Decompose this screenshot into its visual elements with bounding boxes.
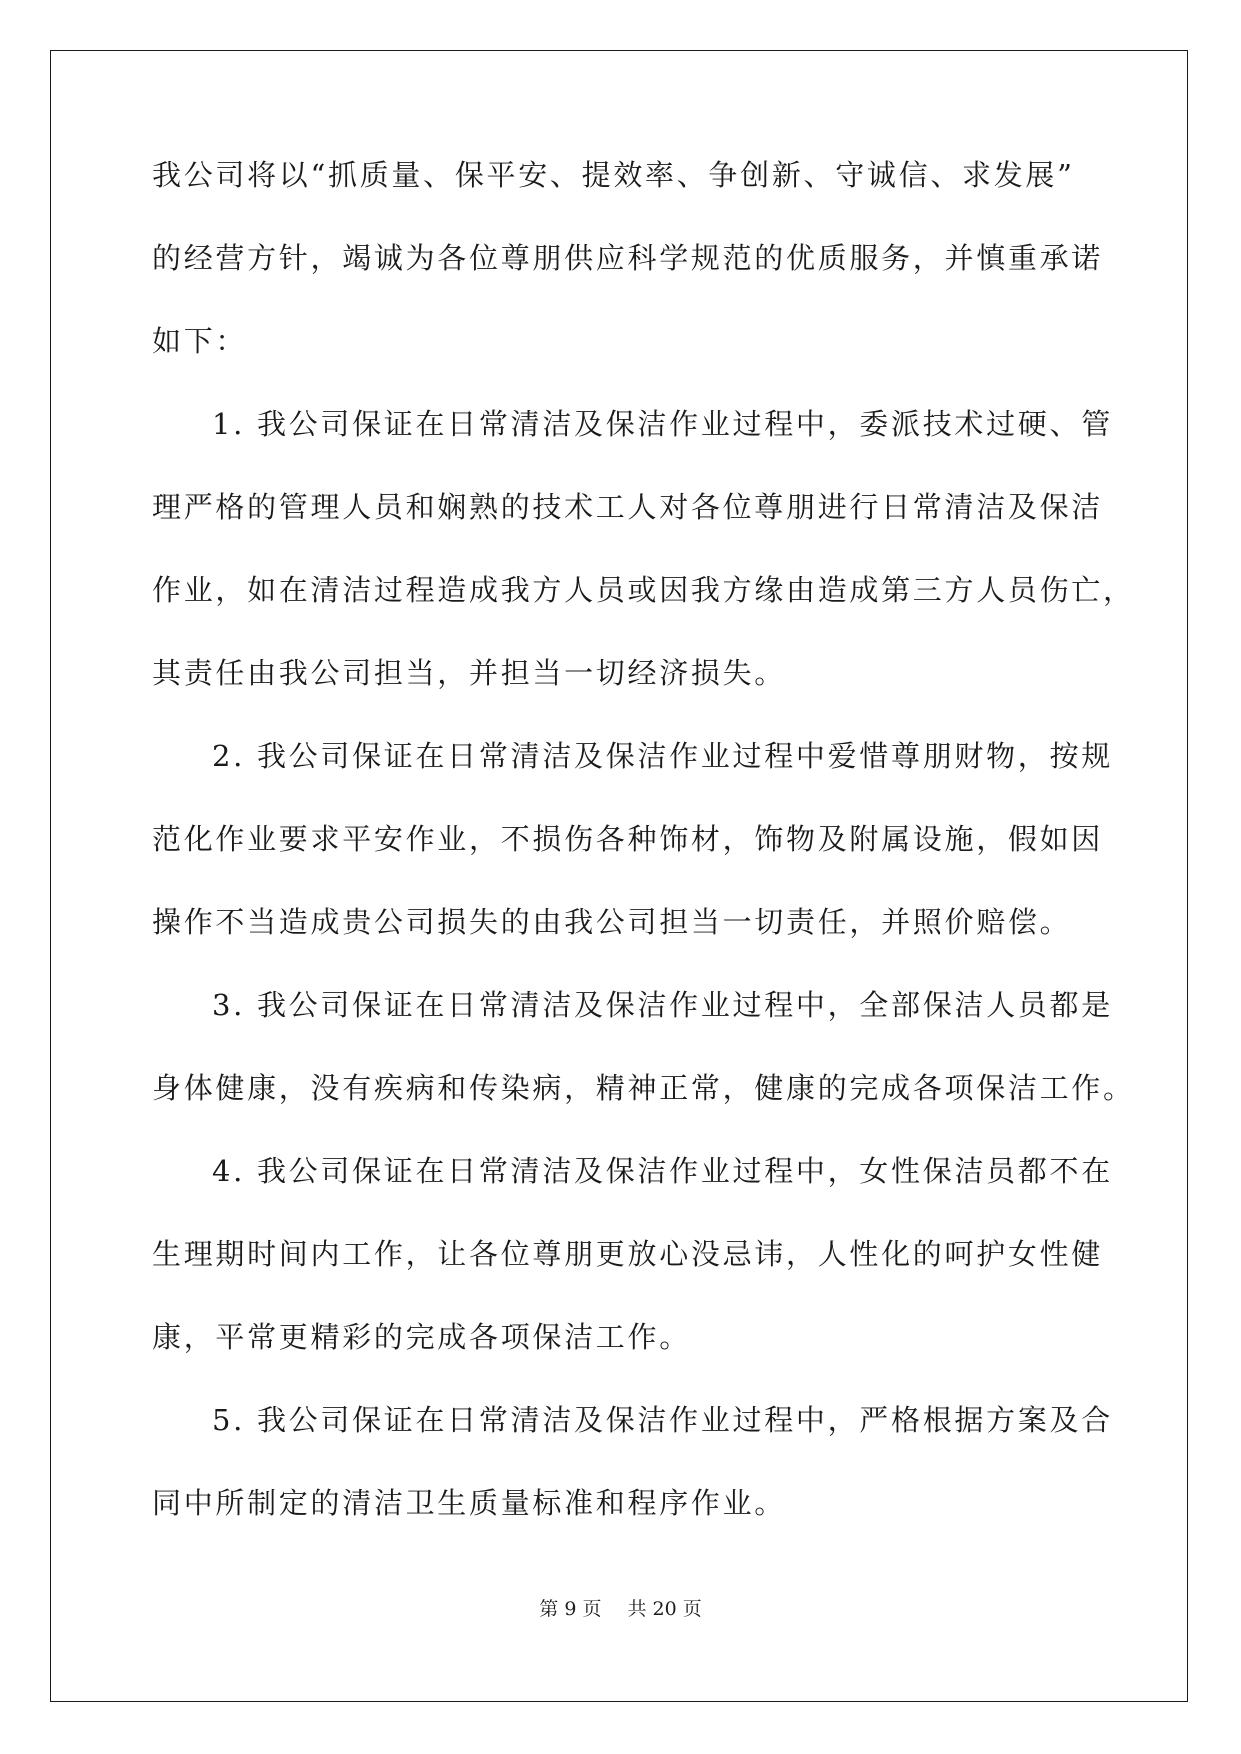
paragraph-4-line-1: 4. 我公司保证在日常清洁及保洁作业过程中，女性保洁员都不在 bbox=[212, 1154, 1113, 1188]
body-line-3: 如下： bbox=[152, 324, 248, 358]
paragraph-1-line-3: 作业，如在清洁过程造成我方人员或因我方缘由造成第三方人员伤亡， bbox=[152, 573, 1135, 607]
body-line-1: 我公司将以“抓质量、保平安、提效率、争创新、守诚信、求发展” bbox=[152, 158, 1075, 192]
paragraph-5-line-2: 同中所制定的清洁卫生质量标准和程序作业。 bbox=[152, 1486, 787, 1520]
paragraph-4-line-3: 康，平常更精彩的完成各项保洁工作。 bbox=[152, 1320, 691, 1354]
page-border bbox=[50, 50, 1188, 1702]
paragraph-1-line-2: 理严格的管理人员和娴熟的技术工人对各位尊朋进行日常清洁及保洁 bbox=[152, 490, 1104, 524]
paragraph-2-line-2: 范化作业要求平安作业，不损伤各种饰材，饰物及附属设施，假如因 bbox=[152, 822, 1104, 856]
paragraph-3-line-2: 身体健康，没有疾病和传染病，精神正常，健康的完成各项保洁工作。 bbox=[152, 1071, 1135, 1105]
body-line-2: 的经营方针，竭诚为各位尊朋供应科学规范的优质服务，并慎重承诺 bbox=[152, 241, 1104, 275]
paragraph-2-line-3: 操作不当造成贵公司损失的由我公司担当一切责任，并照价赔偿。 bbox=[152, 905, 1072, 939]
paragraph-1-line-1: 1. 我公司保证在日常清洁及保洁作业过程中，委派技术过硬、管 bbox=[212, 407, 1113, 441]
total-pages-label: 共 20 页 bbox=[627, 1598, 702, 1620]
paragraph-2-line-1: 2. 我公司保证在日常清洁及保洁作业过程中爱惜尊朋财物，按规 bbox=[212, 739, 1113, 773]
page-footer bbox=[0, 1597, 1241, 1621]
paragraph-3-line-1: 3. 我公司保证在日常清洁及保洁作业过程中，全部保洁人员都是 bbox=[212, 988, 1113, 1022]
paragraph-1-line-4: 其责任由我公司担当，并担当一切经济损失。 bbox=[152, 656, 787, 690]
current-page-label: 第 9 页 bbox=[539, 1598, 602, 1620]
paragraph-4-line-2: 生理期时间内工作，让各位尊朋更放心没忌讳，人性化的呵护女性健 bbox=[152, 1237, 1104, 1271]
paragraph-5-line-1: 5. 我公司保证在日常清洁及保洁作业过程中，严格根据方案及合 bbox=[212, 1403, 1113, 1437]
